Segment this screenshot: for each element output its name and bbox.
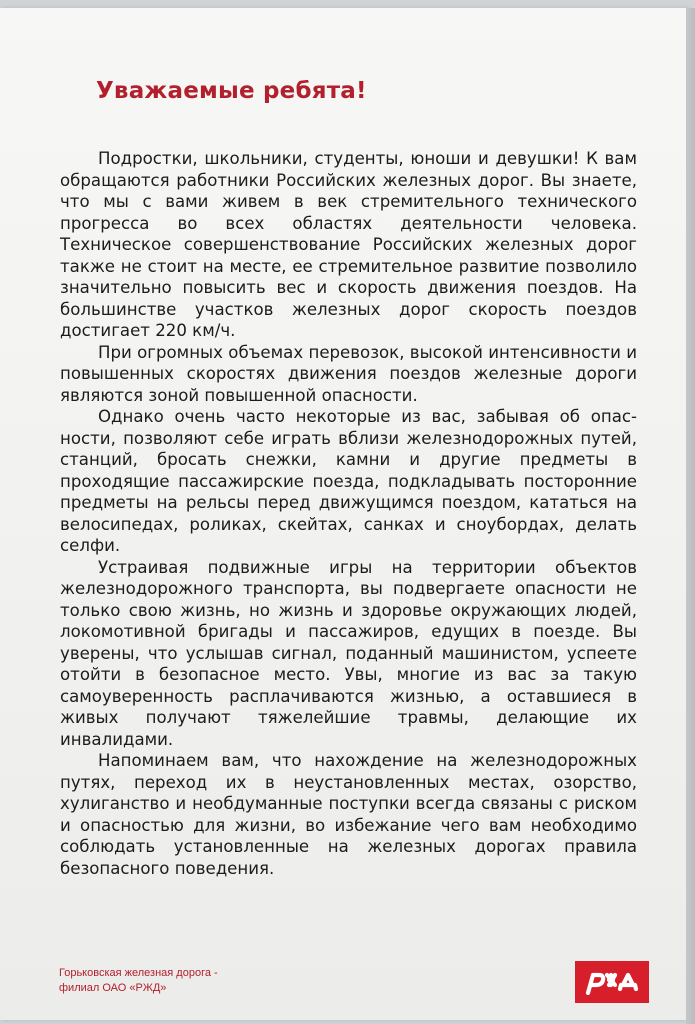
paragraph-5: Напоминаем вам, что нахождение на железнодорожных путях, переход их в неустановленных местах, озорство, хулиганство и необдуманные поступки всегда связаны с риском и опасностью для жизни, во избежание чего вам необходимо соблюдать установленные на железных дорогах правила безопасного поведения. (60, 751, 637, 878)
page-edge-shadow (686, 8, 695, 1024)
page-title: Уважаемые ребята! (96, 78, 367, 104)
paragraph-4: Устраивая подвижные игры на территории объектов железнодорожного транспорта, вы подвергаете опасности не только свою жизнь, но жизнь и здоровье окружающих людей, локомотивной бригады и пассажиров, едущих в поезде. Вы уверены, что услышав сигнал, поданный машинистом, успеете отойти в безопасное место. Увы, многие из вас за такую самоуверенность расплачиваются жизнью, а оставшиеся в живых получают тяжелейшие травмы, делающие их инвалидами. (60, 557, 637, 749)
footer-organization (59, 966, 218, 996)
paragraph-1: Подростки, школьники, студенты, юноши и девушки! К вам обращаются работники Российских железных дорог. Вы знаете, что мы с вами живем в век стремительного технического прогресса во всех областях деятельности человека. Техническое совершенствование Российских железных дорог также не стоит на месте, ее стремительное развитие позволило значительно повысить вес и скорость движения поездов. На большинстве участков железных дорог скорость поездов достигает 220 км/ч. (60, 149, 637, 340)
footer-org-line-2: филиал ОАО «РЖД» (59, 982, 167, 994)
paragraph-2: При огромных объемах перевозок, высокой интенсивности и повышенных скоростях движения поездов железные дороги являются зоной повышенной опасности. (60, 342, 637, 405)
poster-sheet (0, 8, 687, 1020)
rzd-logo-icon (575, 961, 649, 1003)
footer-org-line-1: Горьковская железная дорога - (59, 967, 218, 979)
paragraph-3: Однако очень часто некоторые из вас, забывая об опасности, позволяют себе играть вблизи железнодорожных путей, станций, бросать снежки, камни и другие предметы в проходящие пассажирские поезда, подкладывать посторонние предметы на рельсы перед движущимся поездом, кататься на велосипедах, роликах, скейтах, санках и сноубордах, делать селфи. (60, 407, 637, 555)
poster-body (60, 148, 637, 879)
